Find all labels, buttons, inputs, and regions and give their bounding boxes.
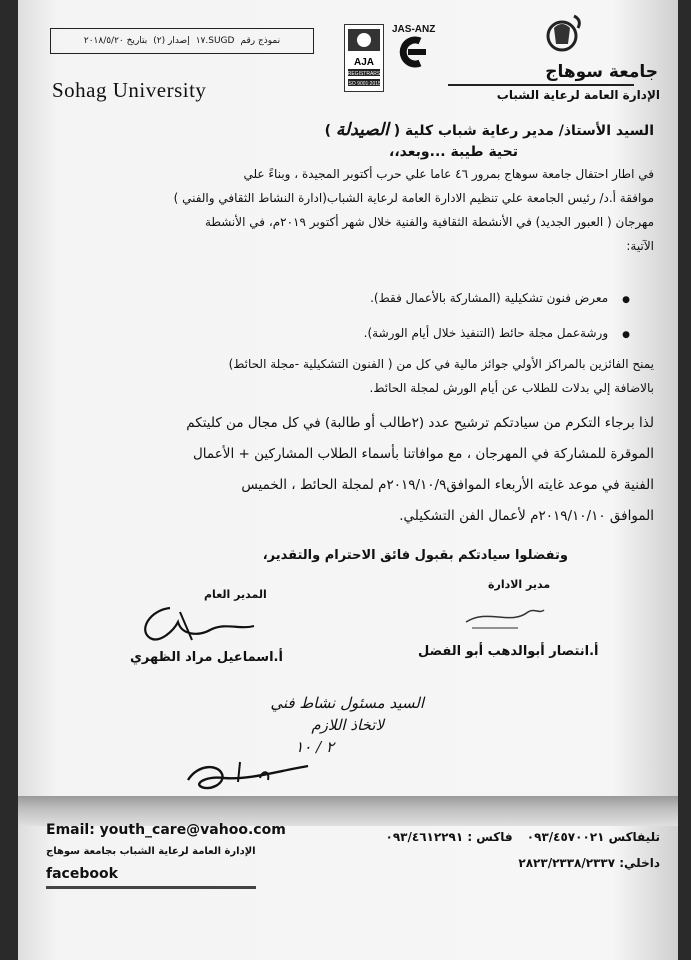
jas-anz-label: JAS-ANZ xyxy=(392,24,436,35)
note-line: لاتخاذ اللازم xyxy=(311,716,384,734)
paragraph-3 xyxy=(42,408,654,532)
left-signatory-title: المدير العام xyxy=(204,588,267,601)
activities-list xyxy=(364,282,630,352)
university-name-ar: جامعة سوهاج xyxy=(545,62,658,82)
letter-page xyxy=(18,0,678,960)
aja-label: AJA xyxy=(353,57,375,68)
footer-email: Email: youth_care@vahoo.com xyxy=(46,822,286,838)
paragraph-1-line: في اطار احتفال جامعة سوهاج بمرور ٤٦ عاما علي حرب أكتوبر المجيدة ، وبناءً علي xyxy=(243,167,654,181)
footer-telfax: تليفاكس ٠٩٣/٤٥٧٠٠٢١ xyxy=(526,830,660,844)
paragraph-1 xyxy=(42,162,654,258)
department-name-ar: الإدارة العامة لرعاية الشباب xyxy=(496,88,660,102)
paragraph-1-line: موافقة أ.د/ رئيس الجامعة علي تنظيم الادارة العامة لرعاية الشباب(ادارة النشاط الثقافي والفني ) xyxy=(173,191,654,205)
paragraph-2-line: بالاضافة إلي بدلات للطلاب عن أيام الورش لمجلة الحائط. xyxy=(369,381,654,395)
paragraph-2-line: يمنح الفائزين بالمراكز الأولي جوائز مالية في كل من ( الفنون التشكيلية -مجلة الحائط) xyxy=(228,357,654,371)
right-signatory-name: أ.انتصار أبوالدهب أبو الفضل xyxy=(418,644,599,659)
iso-label: ISO 9001:2015 xyxy=(347,81,381,87)
paragraph-1-line: مهرجان ( العبور الجديد) في الأنشطة الثقافية والفنية خلال شهر أكتوبر ٢٠١٩م، في الأنشطة xyxy=(204,215,654,229)
form-issue: إصدار (٢) xyxy=(153,36,190,46)
paragraph-3-line: الفنية في موعد غايته الأربعاء الموافق٢٠١٩/١٠/٩م لمجلة الحائط ، الخميس xyxy=(241,477,654,493)
paragraph-1-line: الآتية: xyxy=(626,239,654,253)
activity-item: ● معرض فنون تشكيلية (المشاركة بالأعمال فقط). xyxy=(364,282,630,317)
aja-sub-label: REGISTRARS xyxy=(347,71,381,77)
right-signature xyxy=(458,598,548,634)
form-code-box xyxy=(50,28,314,54)
footer-fax: فاكس : ٠٩٣/٤٦١٢٢٩١ xyxy=(385,830,513,844)
left-signatory-name: أ.اسماعيل مراد الظهري xyxy=(130,650,283,665)
form-label: نموذج رقم xyxy=(240,36,281,46)
footer-department: الإدارة العامة لرعاية الشباب بجامعة سوهاج xyxy=(46,846,256,857)
form-date: بتاريخ ٢٠١٨/٥/٢٠ xyxy=(83,36,148,46)
jas-anz-logo xyxy=(392,24,438,76)
university-name-en: Sohag University xyxy=(52,78,207,102)
left-signature xyxy=(130,600,260,650)
paragraph-3-line: الموافق ٢٠١٩/١٠/١٠م لأعمال الفن التشكيلي. xyxy=(399,508,654,524)
footer-phone-line xyxy=(386,830,660,844)
note-line: السيد مسئول نشاط فني xyxy=(270,694,424,712)
aja-logo xyxy=(344,24,384,92)
footer-underline xyxy=(46,886,256,889)
addressee-close: ) xyxy=(324,123,332,139)
greeting: تحية طيبة ...وبعد،، xyxy=(389,144,518,160)
closing-line: وتفضلوا سيادتكم بقبول فائق الاحترام والتقدير، xyxy=(262,548,568,563)
paragraph-3-line: الموقرة للمشاركة في المهرجان ، مع موافاتنا بأسماء الطلاب المشاركين + الأعمال xyxy=(192,446,654,462)
note-signature xyxy=(178,752,318,796)
addressee-printed: السيد الأستاذ/ مدير رعاية شباب كلية ( xyxy=(393,123,654,139)
note-line: ٢ / ١٠ xyxy=(295,738,334,756)
footer-facebook: facebook xyxy=(46,866,118,882)
paragraph-2 xyxy=(42,352,654,400)
activity-item: ● ورشةعمل مجلة حائط (التنفيذ خلال أيام الورشة). xyxy=(364,317,630,352)
jas-anz-mark-icon xyxy=(392,35,432,69)
addressee-line xyxy=(325,120,654,140)
right-signatory-title: مدير الادارة xyxy=(488,578,551,591)
header-rule xyxy=(448,84,634,86)
addressee-handwritten: الصيدلة xyxy=(335,120,389,140)
form-number: SUGD.١٧ xyxy=(195,36,235,46)
footer-internal: داخلي: ٢٨٢٣/٢٣٣٨/٢٣٣٧ xyxy=(518,856,660,870)
handwritten-note xyxy=(214,692,424,758)
university-logo xyxy=(540,10,588,58)
paragraph-3-line: لذا برجاء التكرم من سيادتكم ترشيح عدد (٢طالب أو طالبة) في كل مجال من كليتكم xyxy=(186,415,654,431)
